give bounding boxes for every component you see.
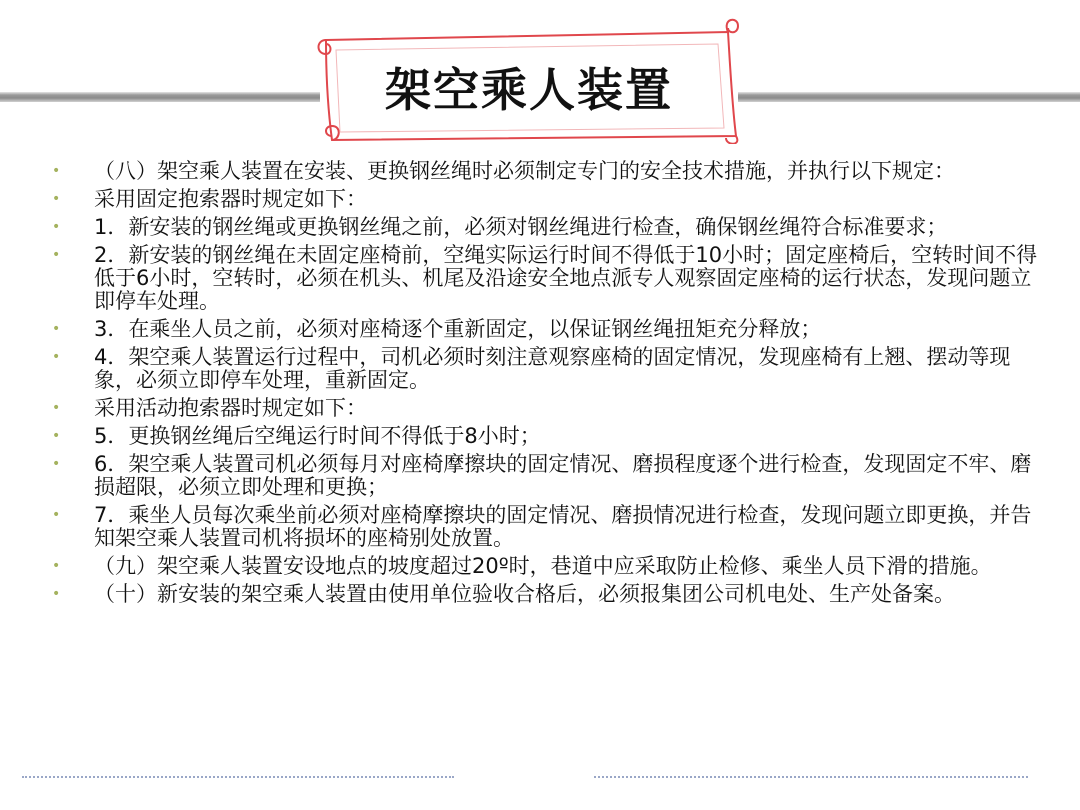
bullet-item <box>52 425 1048 448</box>
bullet-marker: • <box>52 247 61 263</box>
bullet-item <box>52 555 1048 578</box>
footer-dotted-line-left <box>22 776 454 778</box>
bullet-item <box>52 188 1048 211</box>
bullet-item <box>52 216 1048 239</box>
bullet-text: 2．新安装的钢丝绳在未固定座椅前，空绳实际运行时间不得低于10小时；固定座椅后，空转时间不得低于6小时，空转时，必须在机头、机尾及沿途安全地点派专人观察固定座椅的运行状态，发现问题立即停车处理。 <box>94 243 1038 313</box>
bullet-item <box>52 244 1048 313</box>
bullet-marker: • <box>52 321 61 337</box>
bullet-marker: • <box>52 558 61 574</box>
header-rule-left <box>0 92 320 102</box>
slide-content <box>52 160 1048 611</box>
bullet-item <box>52 160 1048 183</box>
footer-dotted-line-right <box>594 776 1028 778</box>
bullet-marker: • <box>52 191 61 207</box>
bullet-marker: • <box>52 586 61 602</box>
bullet-marker: • <box>52 219 61 235</box>
bullet-item <box>52 583 1048 606</box>
bullet-marker: • <box>52 163 61 179</box>
bullet-marker: • <box>52 349 61 365</box>
bullet-marker: • <box>52 400 61 416</box>
bullet-text: 3．在乘坐人员之前，必须对座椅逐个重新固定，以保证钢丝绳扭矩充分释放； <box>94 317 822 341</box>
bullet-text: 1．新安装的钢丝绳或更换钢丝绳之前，必须对钢丝绳进行检查，确保钢丝绳符合标准要求； <box>94 215 948 239</box>
bullet-text: 4．架空乘人装置运行过程中，司机必须时刻注意观察座椅的固定情况，发现座椅有上翘、摆动等现象，必须立即停车处理，重新固定。 <box>94 345 1011 392</box>
header-rule-right <box>738 92 1080 102</box>
bullet-text: （九）架空乘人装置安设地点的坡度超过20º时，巷道中应采取防止检修、乘坐人员下滑的措施。 <box>94 554 992 578</box>
bullet-item <box>52 397 1048 420</box>
bullet-item <box>52 346 1048 392</box>
bullet-text: 6．架空乘人装置司机必须每月对座椅摩擦块的固定情况、磨损程度逐个进行检查，发现固定不牢、磨损超限，必须立即处理和更换； <box>94 452 1032 499</box>
bullet-item <box>52 318 1048 341</box>
bullet-text: 5．更换钢丝绳后空绳运行时间不得低于8小时； <box>94 424 541 448</box>
bullet-marker: • <box>52 507 61 523</box>
bullet-text: 7．乘坐人员每次乘坐前必须对座椅摩擦块的固定情况、磨损情况进行检查，发现问题立即更换，并告知架空乘人装置司机将损坏的座椅别处放置。 <box>94 503 1032 550</box>
bullet-item <box>52 504 1048 550</box>
bullet-text: 采用固定抱索器时规定如下： <box>94 187 367 211</box>
bullet-text: 采用活动抱索器时规定如下： <box>94 396 367 420</box>
bullet-text: （八）架空乘人装置在安装、更换钢丝绳时必须制定专门的安全技术措施，并执行以下规定： <box>94 159 955 183</box>
bullet-text: （十）新安装的架空乘人装置由使用单位验收合格后，必须报集团公司机电处、生产处备案。 <box>94 582 955 606</box>
bullet-marker: • <box>52 428 61 444</box>
bullet-item <box>52 453 1048 499</box>
slide-title: 架空乘人装置 <box>385 63 673 117</box>
bullet-marker: • <box>52 456 61 472</box>
